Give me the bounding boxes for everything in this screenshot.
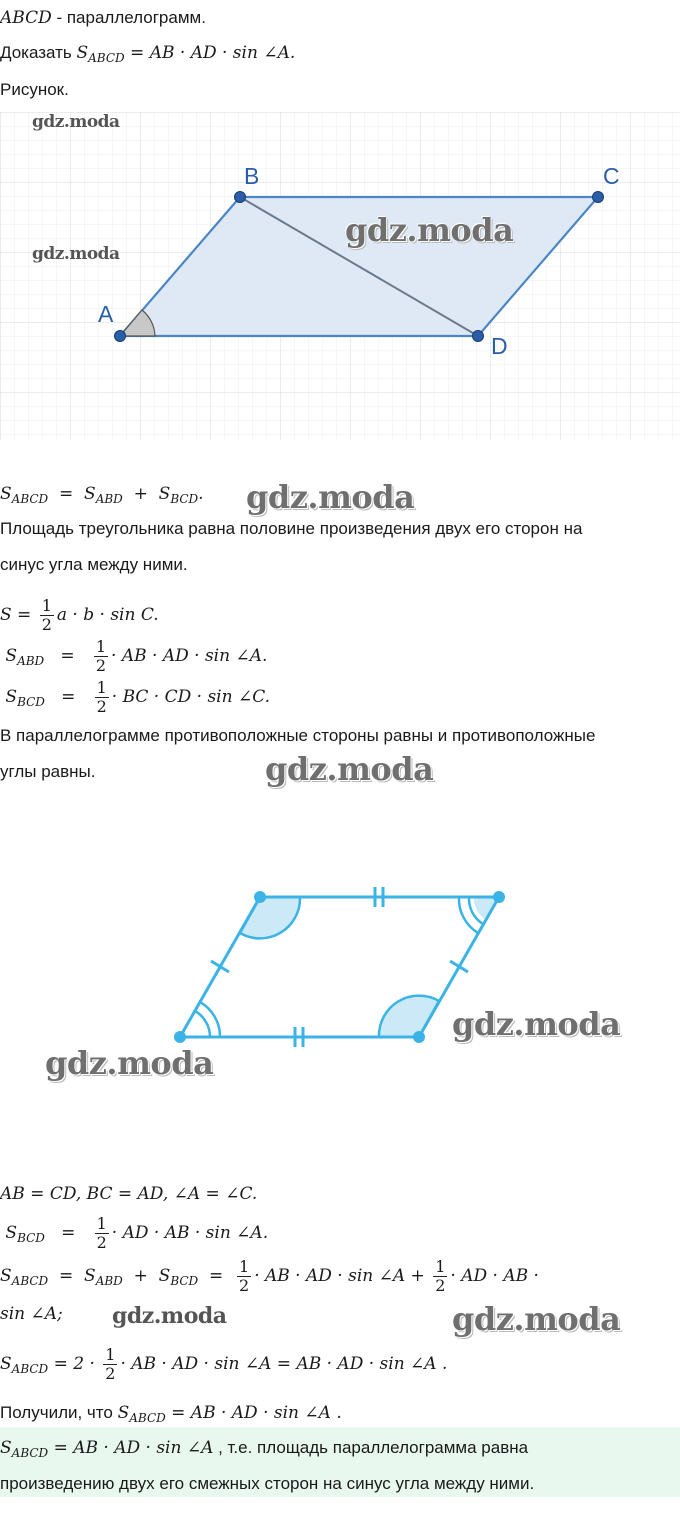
area-sum-line: $S_{ABCD} = S_{ABD} + S_{BCD}$. — [0, 484, 204, 506]
fraction-half: $\frac{1}{2}$ — [41, 596, 52, 635]
formula-sin-a: sin ∠A; — [0, 1304, 63, 1324]
prove-line — [0, 35, 295, 76]
formula-s-bcd-substituted: $S_{BCD}$ = $\frac{1}{2}$ · AD · AB · sin ∠A. — [0, 1214, 269, 1253]
tick-right-side — [450, 961, 468, 972]
watermark: gdz.moda — [112, 1303, 227, 1329]
given-math: ABCD — [0, 8, 52, 28]
triangle-rule-line1: Площадь треугольника равна половине произведения двух его сторон на — [0, 519, 583, 538]
watermark: gdz.moda — [45, 1044, 214, 1082]
triangle-rule-line2: синус угла между ними. — [0, 555, 188, 574]
formula-s-bcd: $S_{BCD}$ = $\frac{1}{2}$ · BC · CD · sin ∠C. — [0, 678, 271, 717]
fraction-half: $\frac{1}{2}$ — [239, 1257, 250, 1296]
watermark: gdz.moda — [246, 478, 415, 516]
vertex-b-label: B — [244, 163, 260, 189]
formula-double: $S_{ABCD} = 2$ · $\frac{1}{2}$ · AB · AD · sin ∠A = AB · AD · sin ∠A . — [0, 1345, 448, 1384]
result-line: Получили, что $S_{ABCD}$ = AB · AD · sin ∠A . — [0, 1403, 342, 1425]
vertex-d-point — [473, 331, 484, 342]
fraction-half: $\frac{1}{2}$ — [95, 637, 107, 676]
conclusion-line1: $S_{ABCD}$ = AB · AD · sin ∠A , т.е. площадь параллелограмма равна — [0, 1438, 529, 1460]
vertex-c-label: C — [603, 163, 620, 189]
vertex-b-point — [235, 192, 246, 203]
watermark: gdz.moda — [345, 211, 514, 249]
tick-left-side — [211, 961, 229, 972]
formula-s-abd: $S_{ABD}$ = $\frac{1}{2}$ · AB · AD · sin ∠A. — [0, 637, 268, 676]
parallelogram-rule-line1: В параллелограмме противоположные стороны равны и противоположные — [0, 726, 596, 745]
watermark: gdz.moda — [452, 1300, 621, 1338]
vertex-point — [174, 1031, 186, 1043]
parallelogram-figure — [0, 112, 680, 440]
watermark: gdz.moda — [452, 1005, 621, 1043]
vertex-d-label: D — [491, 333, 508, 359]
fraction-half: $\frac{1}{2}$ — [96, 678, 107, 717]
vertex-a-point — [115, 331, 126, 342]
watermark: gdz.moda — [32, 244, 120, 264]
vertex-point — [413, 1031, 425, 1043]
parallelogram-rule-line2: углы равны. — [0, 762, 96, 781]
vertex-point — [254, 891, 266, 903]
watermark: gdz.moda — [32, 112, 120, 132]
conclusion-line2: произведению двух его смежных сторон на синус угла между ними. — [0, 1474, 535, 1493]
prove-formula: = AB · AD · sin ∠A. — [124, 43, 296, 63]
figure-label: Рисунок. — [0, 80, 69, 99]
angle-bottom-left-arc-1 — [195, 1011, 210, 1037]
formula-triangle-area: S = $\frac{1}{2}$ a · b · sin C. — [0, 596, 159, 635]
prove-label: Доказать — [0, 43, 77, 62]
given-text: - параллелограмм. — [51, 8, 206, 27]
fraction-half: $\frac{1}{2}$ — [435, 1257, 446, 1296]
fraction-half: $\frac{1}{2}$ — [105, 1345, 116, 1384]
watermark: gdz.moda — [265, 750, 434, 788]
vertex-c-point — [593, 192, 604, 203]
formula-sum-expanded: $S_{ABCD} = S_{ABD} + S_{BCD}$ = $\frac{1}{2}$ · AB · AD · sin ∠A + $\frac{1}{2}$ · AD · AB · — [0, 1257, 539, 1296]
vertex-a-label: A — [98, 301, 114, 327]
vertex-point — [493, 891, 505, 903]
fraction-half: $\frac{1}{2}$ — [96, 1214, 107, 1253]
s-abcd-symbol: $S_{ABCD}$ — [76, 43, 125, 65]
equalities-line: AB = CD, BC = AD, ∠A = ∠C. — [0, 1184, 258, 1204]
given-line — [0, 0, 206, 36]
